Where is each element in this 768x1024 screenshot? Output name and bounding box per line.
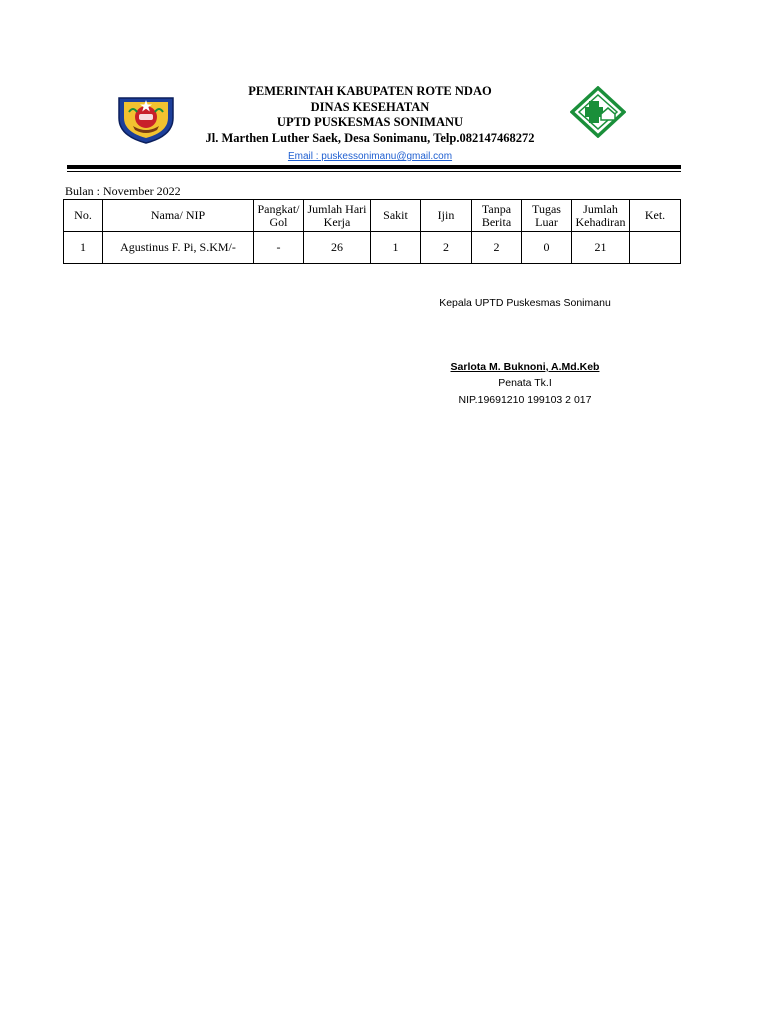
cell-tugas-luar: 0 [522, 232, 572, 264]
header-nama-nip: Nama/ NIP [103, 200, 254, 232]
letterhead [180, 84, 560, 146]
header-pangkat-gol: Pangkat/ Gol [254, 200, 304, 232]
cell-jumlah-kehadiran: 21 [572, 232, 630, 264]
puskesmas-logo-icon [570, 86, 626, 138]
regency-emblem-icon [115, 92, 177, 144]
letterhead-line-department: DINAS KESEHATAN [310, 99, 430, 114]
cell-ket [630, 232, 681, 264]
header-divider-thick [67, 165, 681, 169]
header-tanpa-berita: Tanpa Berita [472, 200, 522, 232]
header-no: No. [64, 200, 103, 232]
header-divider-thin [67, 171, 681, 172]
month-label: Bulan : November 2022 [65, 184, 181, 198]
table-header-row [64, 200, 681, 232]
header-jumlah-hari-kerja: Jumlah Hari Kerja [304, 200, 371, 232]
cell-sakit: 1 [371, 232, 421, 264]
cell-tanpa-berita: 2 [472, 232, 522, 264]
header-ket: Ket. [630, 200, 681, 232]
header-tugas-luar: Tugas Luar [522, 200, 572, 232]
signature-title: Kepala UPTD Puskesmas Sonimanu [439, 297, 611, 309]
cell-pangkat-gol: - [254, 232, 304, 264]
cell-no: 1 [64, 232, 103, 264]
cell-nama-nip: Agustinus F. Pi, S.KM/- [103, 232, 254, 264]
letterhead-line-institution: UPTD PUSKESMAS SONIMANU [276, 115, 464, 129]
letterhead-line-government: PEMERINTAH KABUPATEN ROTE NDAO [248, 84, 492, 98]
signature-nip: NIP.19691210 199103 2 017 [458, 394, 592, 406]
header-sakit: Sakit [371, 200, 421, 232]
header-jumlah-kehadiran: Jumlah Kehadiran [572, 200, 630, 232]
cell-ijin: 2 [421, 232, 472, 264]
table-row [64, 232, 681, 264]
attendance-table [63, 199, 681, 264]
header-ijin: Ijin [421, 200, 472, 232]
signature-name: Sarlota M. Buknoni, A.Md.Keb [450, 361, 600, 373]
signature-rank: Penata Tk.I [498, 377, 552, 389]
email-link[interactable]: Email : puskessonimanu@gmail.com [287, 151, 453, 162]
cell-jumlah-hari-kerja: 26 [304, 232, 371, 264]
letterhead-address: Jl. Marthen Luther Saek, Desa Sonimanu, Telp.082147468272 [205, 130, 535, 145]
